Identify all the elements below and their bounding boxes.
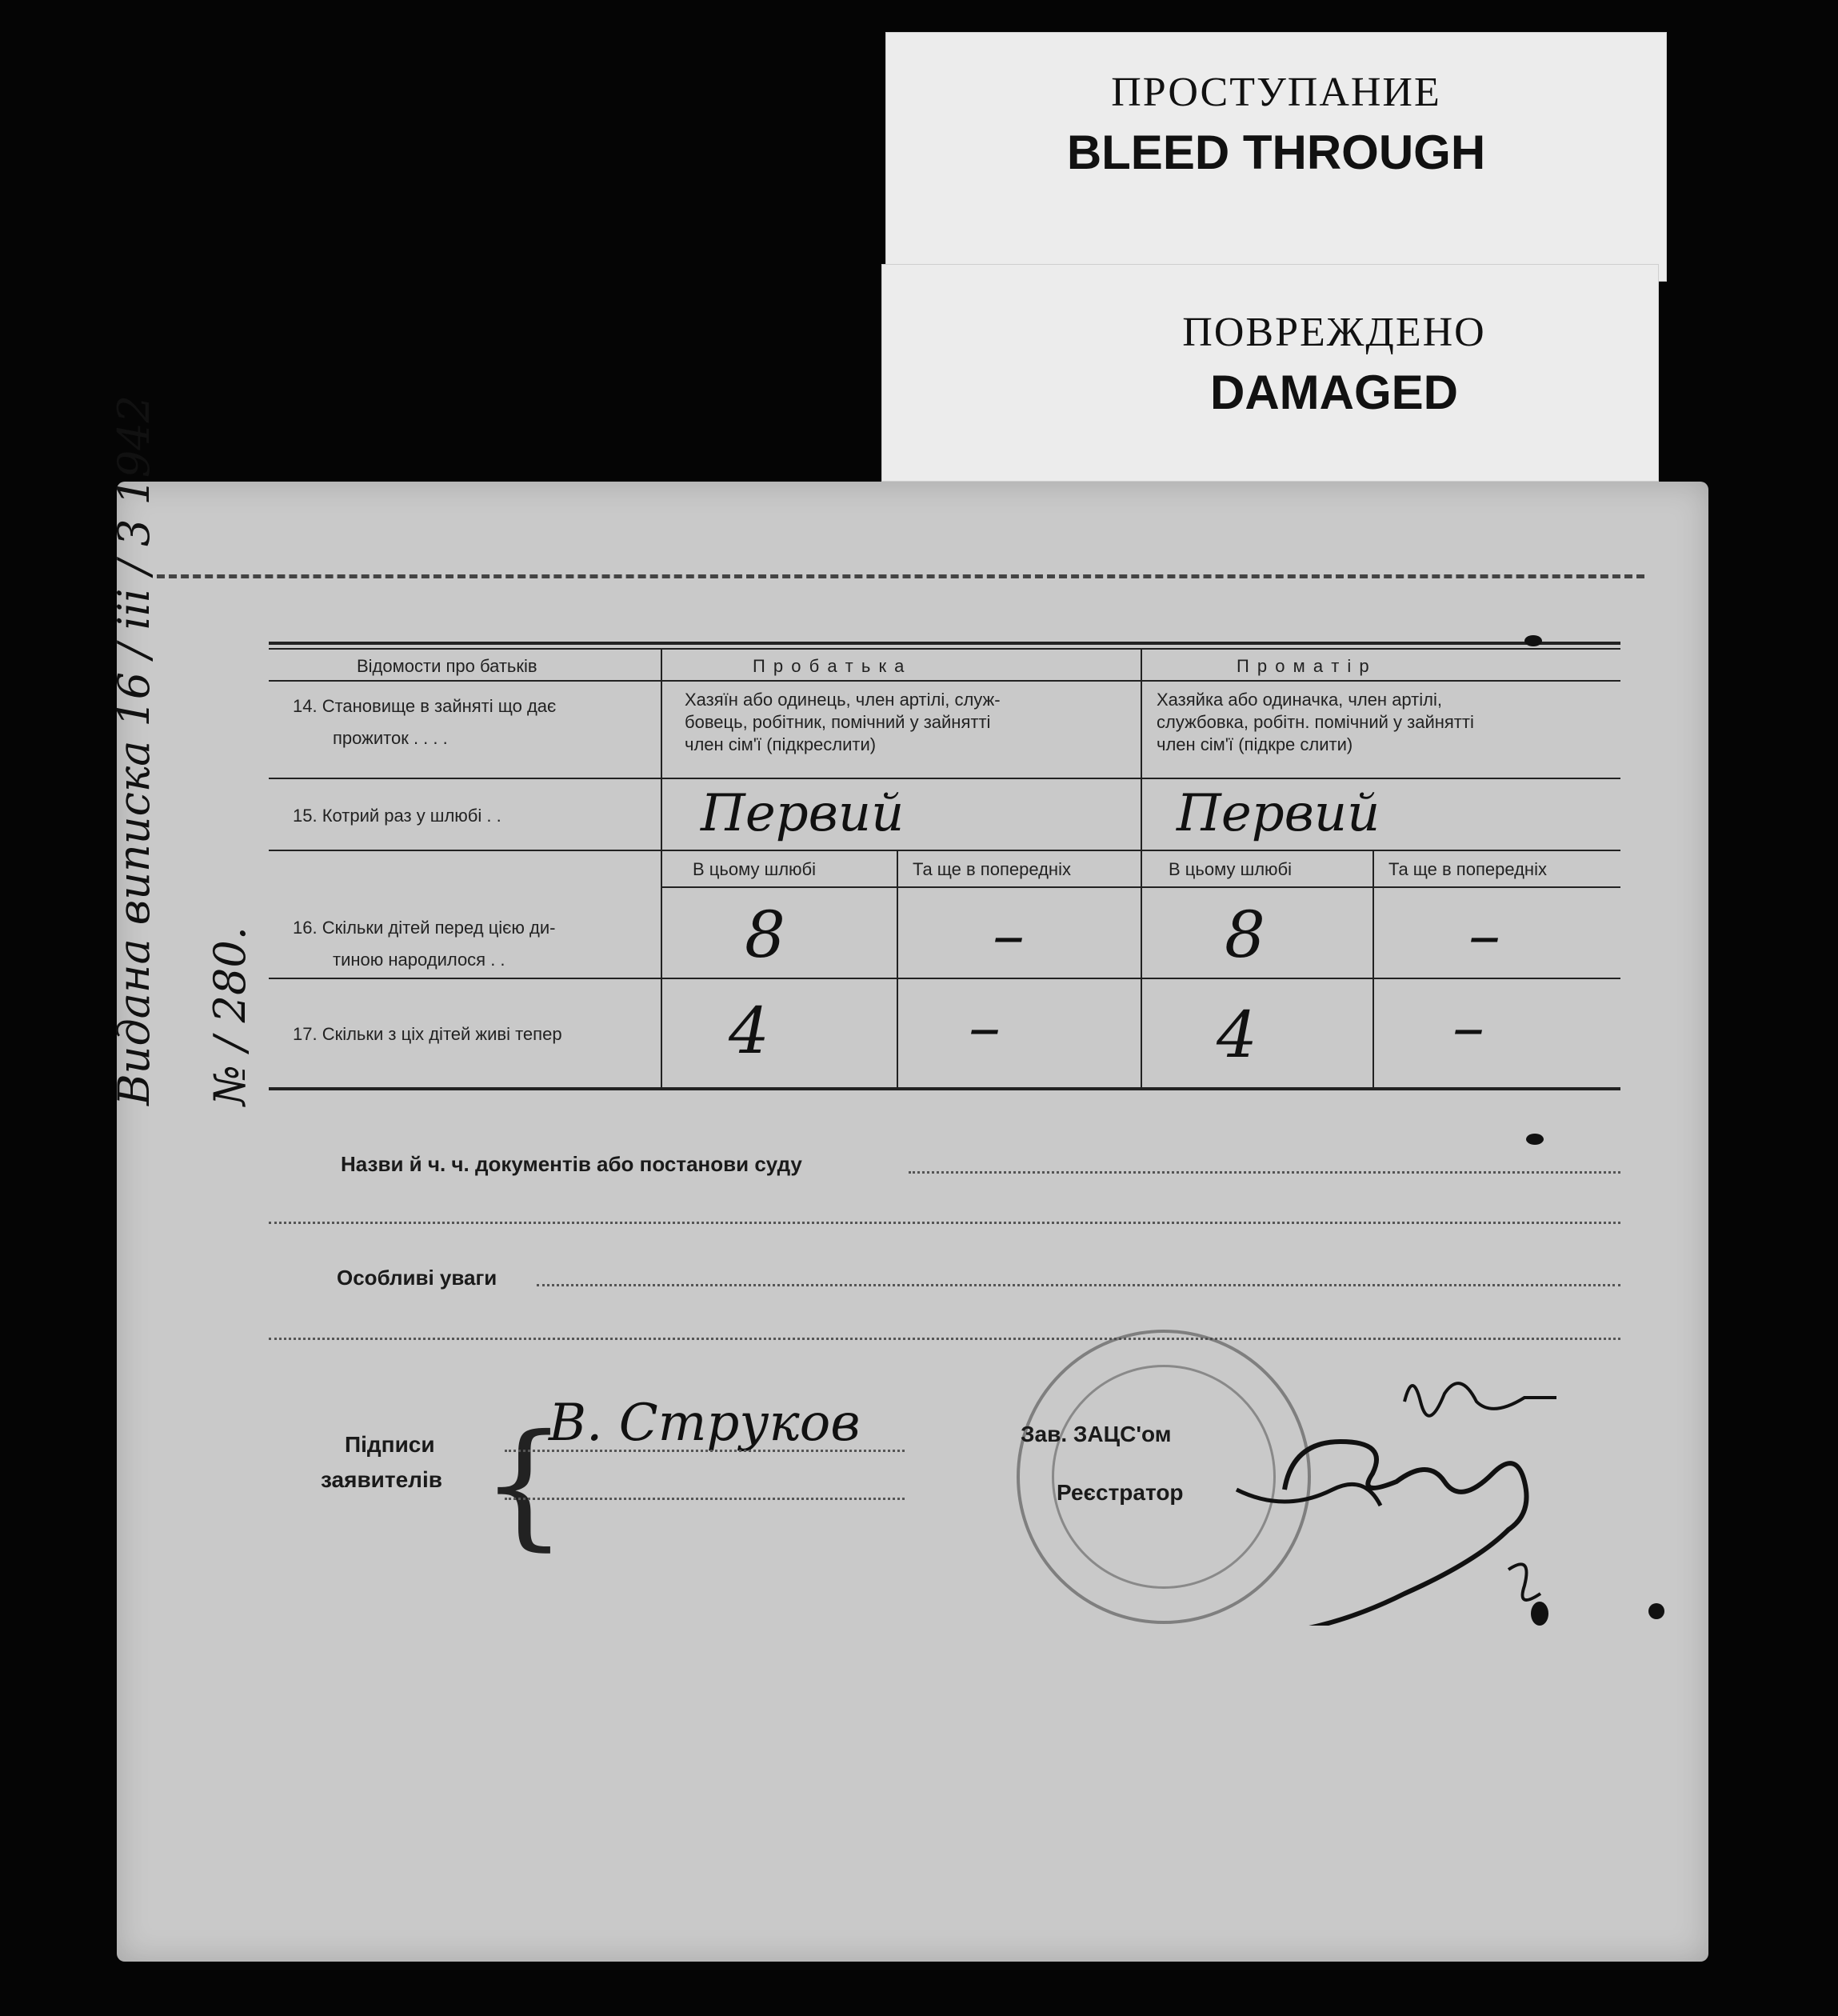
bleed-through-label-card bbox=[885, 32, 1667, 282]
zags-head-label: Зав. ЗАЦС'ом bbox=[1021, 1422, 1172, 1446]
header-about-father: П р о б а т ь к а bbox=[753, 656, 906, 676]
special-notes-label: Особливі уваги bbox=[337, 1266, 497, 1290]
father-occupation-line3: член сім'ї (підкреслити) bbox=[685, 734, 877, 754]
row15-father-answer: Первий bbox=[701, 784, 905, 843]
bleed-through-ru: ПРОСТУПАНИЕ bbox=[1111, 70, 1441, 115]
ink-blot bbox=[1531, 1602, 1548, 1626]
registrar-label: Реєстратор bbox=[1057, 1480, 1184, 1505]
row17-mother-this: 4 bbox=[1217, 998, 1257, 1072]
bleed-through-en: BLEED THROUGH bbox=[1066, 126, 1486, 179]
special-notes-line-2 bbox=[269, 1338, 1620, 1340]
father-occupation-line1: Хазяїн або одинець, член артілі, служ- bbox=[685, 690, 1001, 710]
ink-blot bbox=[1524, 635, 1542, 646]
mother-sub-previous: Та ще в попередніх bbox=[1388, 859, 1547, 879]
row14-question-cont: прожиток . . . . bbox=[333, 728, 448, 748]
header-about-mother: П р о м а т і р bbox=[1237, 656, 1371, 676]
documents-line bbox=[909, 1171, 1620, 1174]
ink-blot bbox=[1648, 1603, 1664, 1619]
row17-father-prev: – bbox=[969, 990, 1001, 1064]
header-parents-info: Відомости про батьків bbox=[357, 656, 537, 676]
special-notes-line bbox=[537, 1284, 1620, 1286]
margin-note-issued: Видана виписка 16 / ііі / 3 1942 bbox=[109, 395, 159, 1106]
applicant-sign-line bbox=[505, 1450, 905, 1452]
perforation-line bbox=[157, 574, 1644, 578]
applicant-sign-line-2 bbox=[505, 1498, 905, 1500]
documents-label: Назви й ч. ч. документів або постанови суду bbox=[341, 1152, 802, 1176]
applicants-label: заявителів bbox=[321, 1467, 442, 1492]
mother-sub-this-marriage: В цьому шлюбі bbox=[1169, 859, 1293, 879]
mother-occupation-line1: Хазяйка або одиначка, член артілі, bbox=[1157, 690, 1442, 710]
row14-question: 14. Становище в зайняті що дає bbox=[293, 696, 557, 716]
row15-mother-answer: Первий bbox=[1177, 784, 1380, 843]
applicant-signature: В. Струков bbox=[549, 1394, 861, 1453]
damaged-ru: ПОВРЕЖДЕНО bbox=[1182, 310, 1486, 355]
registration-form-sheet bbox=[109, 395, 1708, 1962]
father-sub-this-marriage: В цьому шлюбі bbox=[693, 859, 817, 879]
father-sub-previous: Та ще в попередніх bbox=[913, 859, 1071, 879]
row17-father-this: 4 bbox=[729, 994, 769, 1068]
father-occupation-line2: бовець, робітник, помічний у зайнятті bbox=[685, 712, 991, 732]
row16-question-cont: тиною народилося . . bbox=[333, 950, 505, 970]
ink-blot bbox=[1526, 1134, 1544, 1145]
margin-note-number: № / 280. bbox=[205, 926, 255, 1106]
row16-mother-this: 8 bbox=[1225, 898, 1265, 972]
row17-question: 17. Скільки з ціх дітей живі тепер bbox=[293, 1024, 562, 1044]
row16-question: 16. Скільки дітей перед цією ди- bbox=[293, 918, 556, 938]
documents-line-2 bbox=[269, 1222, 1620, 1224]
signature-brace: { bbox=[481, 1406, 568, 1564]
damaged-en: DAMAGED bbox=[1210, 366, 1458, 419]
row17-mother-prev: – bbox=[1452, 990, 1484, 1064]
row15-question: 15. Котрий раз у шлюбі . . bbox=[293, 806, 501, 826]
row16-father-prev: – bbox=[993, 898, 1025, 972]
registrar-signature bbox=[1221, 1370, 1636, 1626]
parents-info-table bbox=[269, 642, 1620, 1090]
mother-occupation-line2: службовка, робітн. помічний у зайнятті bbox=[1157, 712, 1474, 732]
mother-occupation-line3: член сім'ї (підкре слити) bbox=[1157, 734, 1353, 754]
damaged-label-card bbox=[881, 264, 1659, 482]
signatures-label: Підписи bbox=[345, 1432, 435, 1457]
row16-father-this: 8 bbox=[745, 898, 785, 972]
row16-mother-prev: – bbox=[1468, 898, 1500, 972]
